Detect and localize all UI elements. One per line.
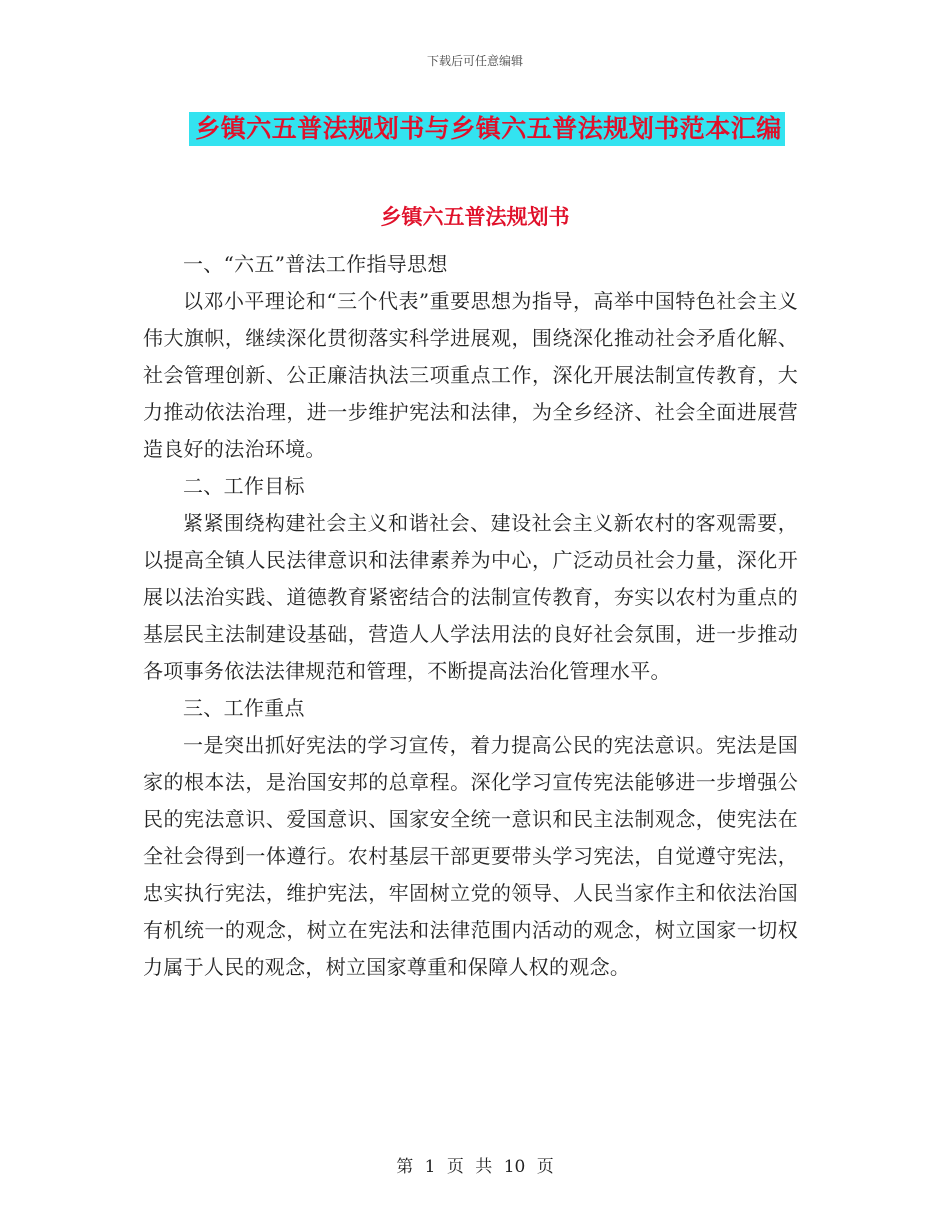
document-main-title: 乡镇六五普法规划书与乡镇六五普法规划书范本汇编	[189, 112, 785, 146]
body-paragraph: 紧紧围绕构建社会主义和谐社会、建设社会主义新农村的客观需要，以提高全镇人民法律意识和法律素养为中心，广泛动员社会力量，深化开展以法治实践、道德教育紧密结合的法制宣传教育，夯实以农村为重点的基层民主法制建设基础，营造人人学法用法的良好社会氛围，进一步推动各项事务依法法律规范和管理，不断提高法治化管理水平。	[143, 511, 798, 683]
body-paragraph: 以邓小平理论和“三个代表”重要思想为指导，高举中国特色社会主义伟大旗帜，继续深化贯彻落实科学进展观，围绕深化推动社会矛盾化解、社会管理创新、公正廉洁执法三项重点工作，深化开展法制宣传教育，大力推动依法治理，进一步维护宪法和法律，为全乡经济、社会全面进展营造良好的法治环境。	[143, 289, 798, 461]
document-sub-title: 乡镇六五普法规划书	[380, 205, 570, 229]
section-heading-work-priorities: 三、工作重点	[183, 696, 305, 720]
page-number-footer: 第 1 页 共 10 页	[396, 1157, 554, 1177]
section-heading-work-goals: 二、工作目标	[183, 474, 305, 498]
section-heading-guiding-ideology: 一、“六五”普法工作指导思想	[183, 252, 448, 276]
body-paragraph: 一是突出抓好宪法的学习宣传，着力提高公民的宪法意识。宪法是国家的根本法，是治国安邦的总章程。深化学习宣传宪法能够进一步增强公民的宪法意识、爱国意识、国家安全统一意识和民主法制观念，使宪法在全社会得到一体遵行。农村基层干部更要带头学习宪法，自觉遵守宪法，忠实执行宪法，维护宪法，牢固树立党的领导、人民当家作主和依法治国有机统一的观念，树立在宪法和法律范围内活动的观念，树立国家一切权力属于人民的观念，树立国家尊重和保障人权的观念。	[143, 733, 798, 979]
document-body	[143, 246, 798, 986]
header-note: 下载后可任意编辑	[426, 54, 523, 68]
main-title-container	[0, 112, 950, 146]
